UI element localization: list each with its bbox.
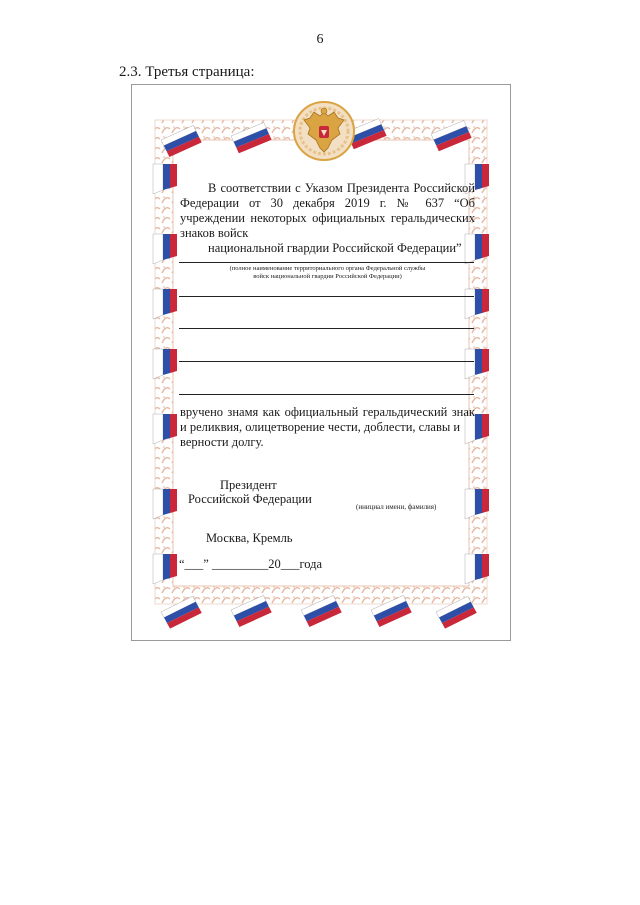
signature-caption: (инициал имени, фамилия) <box>356 503 437 511</box>
intro-text-main: В соответствии с Указом Президента Российской Федерации от 30 декабря 2019 г. № 637 “Об учреждении некоторых официальных геральдических знаков войск <box>180 181 475 240</box>
signatory-organization: Российской Федерации <box>188 492 312 506</box>
award-text-last-line: верности долгу. <box>180 435 264 449</box>
unit-name-caption <box>180 265 475 281</box>
unit-name-line-2 <box>179 296 474 297</box>
unit-name-line-4 <box>179 361 474 362</box>
page-number: 6 <box>316 32 324 47</box>
intro-text-last-line: национальной гвардии Российской Федерации” <box>208 241 462 255</box>
award-text-main: вручено знамя как официальный геральдический знак и реликвия, олицетворение чести, доблести, славы и <box>180 405 475 434</box>
unit-name-line-1 <box>179 262 474 263</box>
place-of-signing: Москва, Кремль <box>206 531 293 545</box>
award-text <box>180 405 475 450</box>
unit-name-caption-line-1: (полное наименование территориального органа Федеральной службы <box>229 265 426 272</box>
unit-name-caption-line-2: войск национальной гвардии Российской Федерации) <box>253 273 402 280</box>
double-headed-eagle-emblem-icon <box>292 100 356 162</box>
unit-name-line-5 <box>179 394 474 395</box>
unit-name-line-3 <box>179 328 474 329</box>
intro-text <box>180 181 475 256</box>
signatory-title: Президент <box>220 478 277 492</box>
date-line: “___” _________20___года <box>179 557 323 571</box>
section-heading: 2.3. Третья страница: <box>119 64 255 80</box>
